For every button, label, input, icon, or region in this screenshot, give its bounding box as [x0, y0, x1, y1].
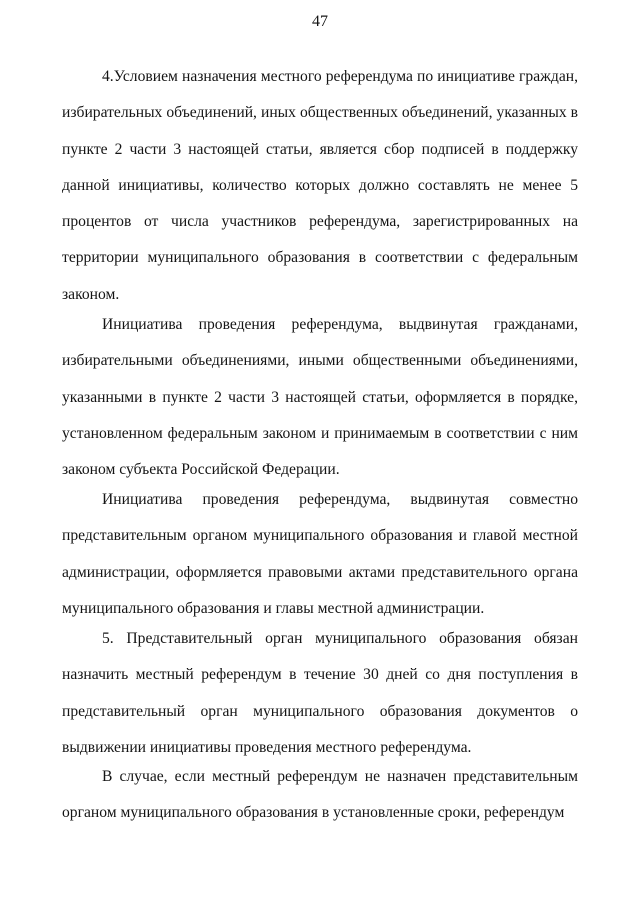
paragraph-item-4: 4.Условием назначения местного референдума по инициативе граждан, избирательных объединений, иных общественных объединений, указанных в пункте 2 части 3 настоящей статьи, является сбор подписей в поддержку данной инициативы, количество которых должно составлять не менее 5 процентов от числа участников референдума, зарегистрированных на территории муниципального образования в соответствии с федеральным законом. — [62, 68, 578, 303]
paragraph-not-scheduled: В случае, если местный референдум не назначен представительным органом муниципального образования в установленные сроки, референдум — [62, 768, 578, 822]
paragraph-citizen-initiative: Инициатива проведения референдума, выдвинутая гражданами, избирательными объединениями, иными общественными объединениями, указанными в пункте 2 части 3 настоящей статьи, оформляется в порядке, установленном федеральным законом и принимаемым в соответствии с ним законом субъекта Российской Федерации. — [62, 316, 578, 479]
paragraph-joint-initiative: Инициатива проведения референдума, выдвинутая совместно представительным органом муниципального образования и главой местной администрации, оформляется правовыми актами представительного органа муниципального образования и главы местной администрации. — [62, 491, 578, 617]
paragraph-item-5: 5. Представительный орган муниципального образования обязан назначить местный референдум в течение 30 дней со дня поступления в представительный орган муниципального образования документов о выдвижении инициативы проведения местного референдума. — [62, 630, 578, 756]
page-number: 47 — [312, 13, 328, 30]
